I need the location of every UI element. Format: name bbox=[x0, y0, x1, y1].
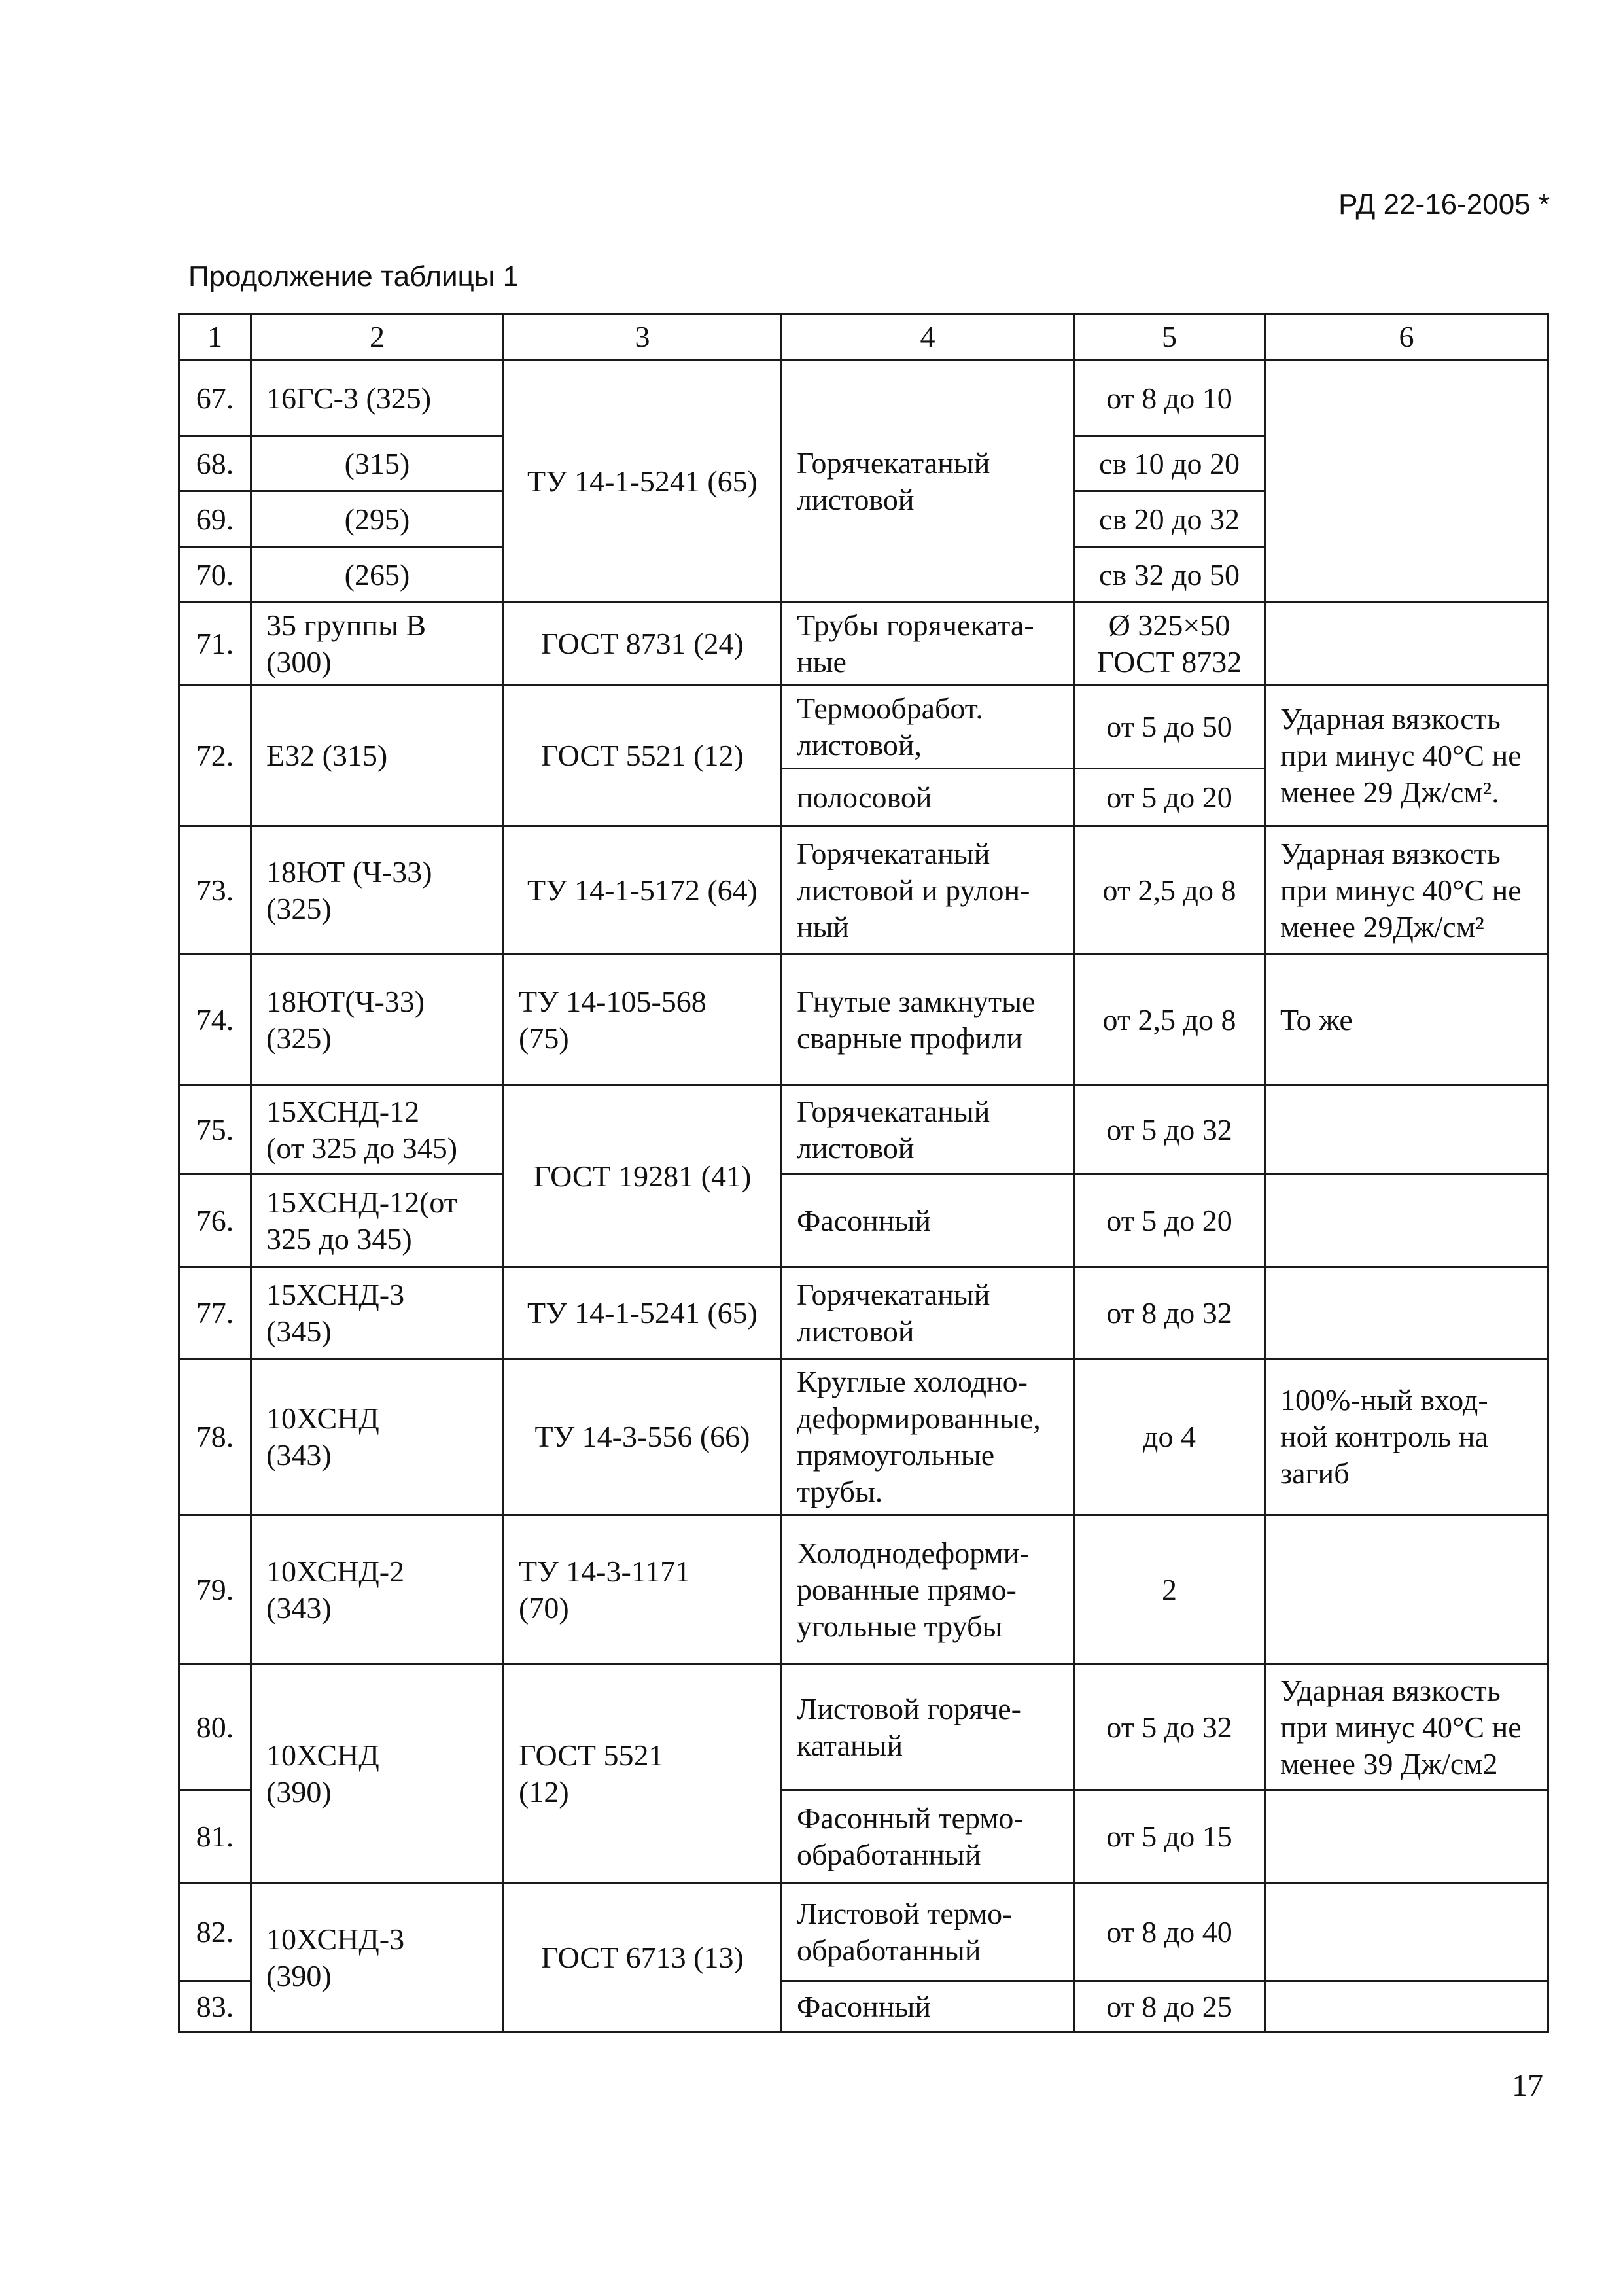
product-type: Горячекатаный листовой и рулон- ный bbox=[782, 826, 1074, 955]
row-number: 72. bbox=[179, 686, 251, 826]
steel-grade: 10ХСНД (390) bbox=[251, 1665, 504, 1883]
note: Ударная вязкость при минус 40°С не менее 29Дж/см² bbox=[1265, 826, 1548, 955]
note bbox=[1265, 1981, 1548, 2032]
steel-grade: 18ЮТ(Ч-33) (325) bbox=[251, 955, 504, 1086]
standard: ГОСТ 5521 (12) bbox=[504, 686, 782, 826]
steel-grade: 15ХСНД-12(от 325 до 345) bbox=[251, 1174, 504, 1267]
size-range: от 5 до 50 bbox=[1074, 686, 1265, 769]
note: Ударная вязкость при минус 40°С не менее 39 Дж/см2 bbox=[1265, 1665, 1548, 1790]
document-code: РД 22-16-2005 * bbox=[1338, 188, 1550, 221]
page-number: 17 bbox=[1512, 2068, 1543, 2103]
steel-grade: 15ХСНД-12 (от 325 до 345) bbox=[251, 1086, 504, 1174]
standard: ТУ 14-3-556 (66) bbox=[504, 1359, 782, 1515]
steel-grade: 15ХСНД-3 (345) bbox=[251, 1267, 504, 1359]
row-number: 78. bbox=[179, 1359, 251, 1515]
size-range: от 8 до 40 bbox=[1074, 1883, 1265, 1981]
size-range: от 2,5 до 8 bbox=[1074, 955, 1265, 1086]
steel-grade: (265) bbox=[251, 548, 504, 603]
row-number: 80. bbox=[179, 1665, 251, 1790]
product-type: Термообработ. листовой, bbox=[782, 686, 1074, 769]
steel-grade: 35 группы В (300) bbox=[251, 603, 504, 686]
steel-grade: (315) bbox=[251, 436, 504, 491]
standard: ТУ 14-1-5172 (64) bbox=[504, 826, 782, 955]
size-range: до 4 bbox=[1074, 1359, 1265, 1515]
product-type: Листовой термо- обработанный bbox=[782, 1883, 1074, 1981]
row-number: 69. bbox=[179, 491, 251, 548]
standard: ГОСТ 6713 (13) bbox=[504, 1883, 782, 2032]
product-type: Горячекатаный листовой bbox=[782, 1267, 1074, 1359]
size-range: от 8 до 25 bbox=[1074, 1981, 1265, 2032]
note bbox=[1265, 603, 1548, 686]
column-header: 2 bbox=[251, 314, 504, 361]
row-number: 82. bbox=[179, 1883, 251, 1981]
note bbox=[1265, 1267, 1548, 1359]
size-range: св 10 до 20 bbox=[1074, 436, 1265, 491]
table-row bbox=[179, 686, 1548, 769]
table-header-row bbox=[179, 314, 1548, 361]
table-row bbox=[179, 1515, 1548, 1665]
product-type: Фасонный bbox=[782, 1981, 1074, 2032]
product-type: Холоднодеформи- рованные прямо- угольные трубы bbox=[782, 1515, 1074, 1665]
product-type: Круглые холодно- деформированные, прямоугольные трубы. bbox=[782, 1359, 1074, 1515]
column-header: 6 bbox=[1265, 314, 1548, 361]
table-row bbox=[179, 603, 1548, 686]
size-range: св 20 до 32 bbox=[1074, 491, 1265, 548]
column-header: 3 bbox=[504, 314, 782, 361]
note bbox=[1265, 1883, 1548, 1981]
standard: ТУ 14-3-1171 (70) bbox=[504, 1515, 782, 1665]
table-row bbox=[179, 1883, 1548, 1981]
row-number: 83. bbox=[179, 1981, 251, 2032]
size-range: св 32 до 50 bbox=[1074, 548, 1265, 603]
size-range: Ø 325×50 ГОСТ 8732 bbox=[1074, 603, 1265, 686]
table-row bbox=[179, 955, 1548, 1086]
row-number: 79. bbox=[179, 1515, 251, 1665]
row-number: 76. bbox=[179, 1174, 251, 1267]
table-row bbox=[179, 826, 1548, 955]
steel-grade: Е32 (315) bbox=[251, 686, 504, 826]
size-range: от 5 до 32 bbox=[1074, 1086, 1265, 1174]
size-range: от 2,5 до 8 bbox=[1074, 826, 1265, 955]
product-type: Трубы горячеката- ные bbox=[782, 603, 1074, 686]
note: То же bbox=[1265, 955, 1548, 1086]
steel-grade: (295) bbox=[251, 491, 504, 548]
materials-table bbox=[178, 313, 1549, 2033]
row-number: 77. bbox=[179, 1267, 251, 1359]
standard: ГОСТ 8731 (24) bbox=[504, 603, 782, 686]
table-row bbox=[179, 1174, 1548, 1267]
row-number: 81. bbox=[179, 1790, 251, 1883]
row-number: 67. bbox=[179, 361, 251, 436]
standard: ТУ 14-1-5241 (65) bbox=[504, 361, 782, 603]
row-number: 75. bbox=[179, 1086, 251, 1174]
size-range: от 5 до 15 bbox=[1074, 1790, 1265, 1883]
product-type: Фасонный bbox=[782, 1174, 1074, 1267]
row-number: 68. bbox=[179, 436, 251, 491]
standard: ТУ 14-105-568 (75) bbox=[504, 955, 782, 1086]
steel-grade: 18ЮТ (Ч-33) (325) bbox=[251, 826, 504, 955]
column-header: 4 bbox=[782, 314, 1074, 361]
size-range: от 5 до 20 bbox=[1074, 769, 1265, 826]
note bbox=[1265, 1790, 1548, 1883]
size-range: от 5 до 20 bbox=[1074, 1174, 1265, 1267]
note: 100%-ный вход- ной контроль на загиб bbox=[1265, 1359, 1548, 1515]
standard: ГОСТ 5521 (12) bbox=[504, 1665, 782, 1883]
product-type: полосовой bbox=[782, 769, 1074, 826]
table-row bbox=[179, 1665, 1548, 1790]
note bbox=[1265, 1174, 1548, 1267]
size-range: от 5 до 32 bbox=[1074, 1665, 1265, 1790]
row-number: 74. bbox=[179, 955, 251, 1086]
product-type: Горячекатаный листовой bbox=[782, 361, 1074, 603]
note bbox=[1265, 1086, 1548, 1174]
size-range: от 8 до 10 bbox=[1074, 361, 1265, 436]
table-row bbox=[179, 1359, 1548, 1515]
size-range: от 8 до 32 bbox=[1074, 1267, 1265, 1359]
table-caption: Продолжение таблицы 1 bbox=[188, 260, 519, 292]
row-number: 73. bbox=[179, 826, 251, 955]
row-number: 71. bbox=[179, 603, 251, 686]
note: Ударная вязкость при минус 40°С не менее 29 Дж/см². bbox=[1265, 686, 1548, 826]
steel-grade: 10ХСНД-2 (343) bbox=[251, 1515, 504, 1665]
product-type: Горячекатаный листовой bbox=[782, 1086, 1074, 1174]
product-type: Фасонный термо- обработанный bbox=[782, 1790, 1074, 1883]
product-type: Листовой горяче- катаный bbox=[782, 1665, 1074, 1790]
steel-grade: 10ХСНД-3 (390) bbox=[251, 1883, 504, 2032]
row-number: 70. bbox=[179, 548, 251, 603]
standard: ТУ 14-1-5241 (65) bbox=[504, 1267, 782, 1359]
product-type: Гнутые замкнутые сварные профили bbox=[782, 955, 1074, 1086]
table-row bbox=[179, 1086, 1548, 1174]
column-header: 1 bbox=[179, 314, 251, 361]
column-header: 5 bbox=[1074, 314, 1265, 361]
steel-grade: 16ГС-3 (325) bbox=[251, 361, 504, 436]
note bbox=[1265, 361, 1548, 603]
standard: ГОСТ 19281 (41) bbox=[504, 1086, 782, 1267]
table-row bbox=[179, 361, 1548, 436]
table-row bbox=[179, 1267, 1548, 1359]
steel-grade: 10ХСНД (343) bbox=[251, 1359, 504, 1515]
note bbox=[1265, 1515, 1548, 1665]
size-range: 2 bbox=[1074, 1515, 1265, 1665]
